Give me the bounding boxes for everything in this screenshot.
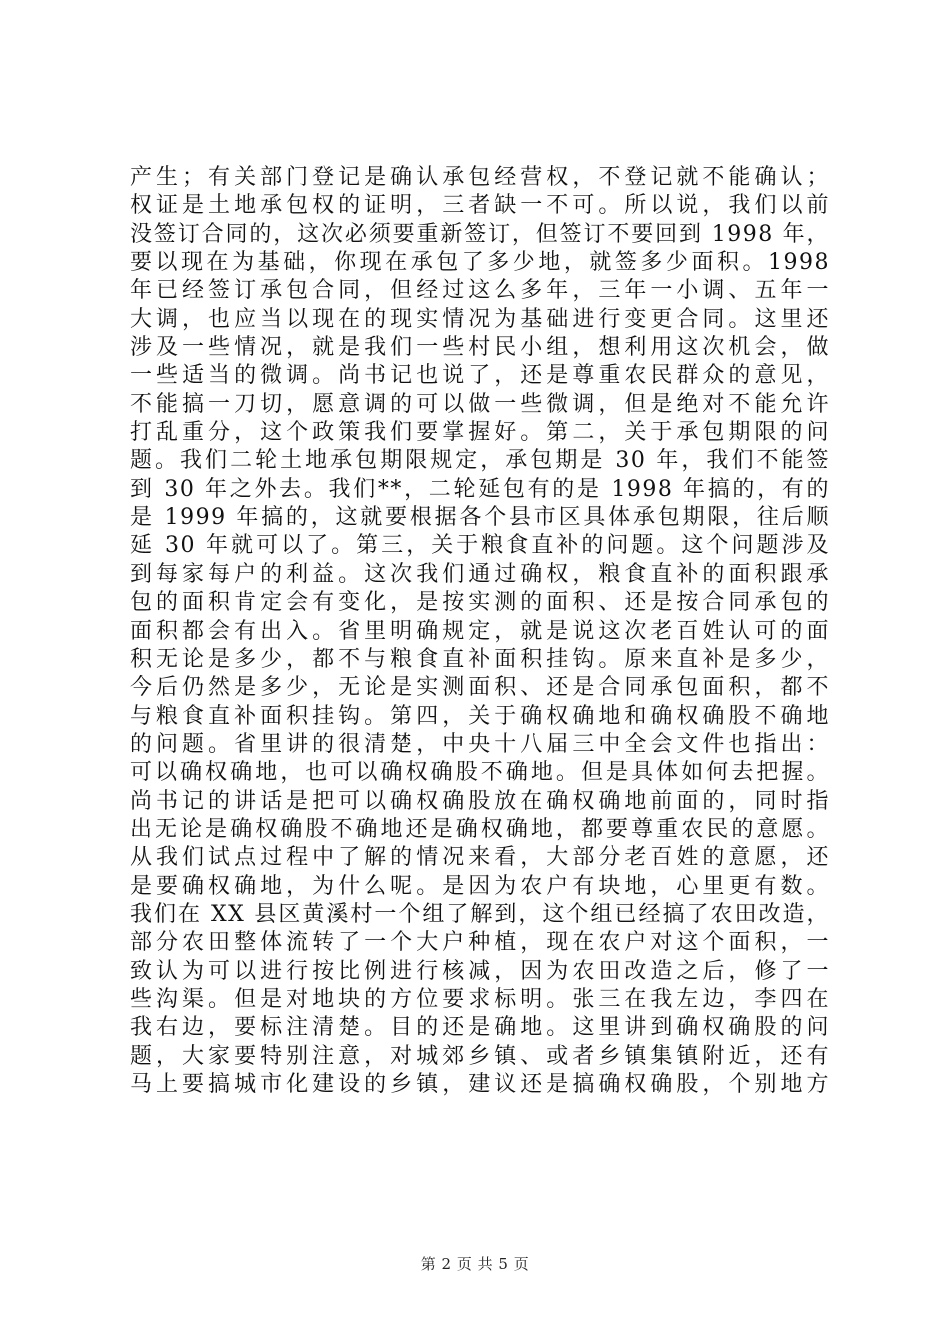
text-line: 部分农田整体流转了一个大户种植，现在农户对这个面积，一 xyxy=(130,930,830,956)
text-line: 大调，也应当以现在的现实情况为基础进行变更合同。这里还 xyxy=(130,306,830,332)
text-line: 是 1999 年搞的，这就要根据各个县市区具体承包期限，往后顺 xyxy=(130,505,830,531)
text-line: 的问题。省里讲的很清楚，中央十八届三中全会文件也指出： xyxy=(130,731,830,757)
text-line: 些沟渠。但是对地块的方位要求标明。张三在我左边，李四在 xyxy=(130,986,830,1012)
text-line: 出无论是确权确股不确地还是确权确地，都要尊重农民的意愿。 xyxy=(130,816,830,842)
text-line: 题，大家要特别注意，对城郊乡镇、或者乡镇集镇附近，还有 xyxy=(130,1043,830,1069)
text-line: 权证是土地承包权的证明，三者缺一不可。所以说，我们以前 xyxy=(130,193,830,219)
text-line: 一些适当的微调。尚书记也说了，还是尊重农民群众的意见， xyxy=(130,363,830,389)
text-line: 打乱重分，这个政策我们要掌握好。第二，关于承包期限的问 xyxy=(130,420,830,446)
text-line: 涉及一些情况，就是我们一些村民小组，想利用这次机会，做 xyxy=(130,335,830,361)
text-line: 延 30 年就可以了。第三，关于粮食直补的问题。这个问题涉及 xyxy=(130,533,830,559)
text-line: 可以确权确地，也可以确权确股不确地。但是具体如何去把握。 xyxy=(130,760,830,786)
text-line: 题。我们二轮土地承包期限规定，承包期是 30 年，我们不能签 xyxy=(130,448,830,474)
page-footer: 第 2 页 共 5 页 xyxy=(420,1255,530,1273)
text-line: 我右边，要标注清楚。目的还是确地。这里讲到确权确股的问 xyxy=(130,1015,830,1041)
text-line: 年已经签订承包合同，但经过这么多年，三年一小调、五年一 xyxy=(130,278,830,304)
text-line: 尚书记的讲话是把可以确权确股放在确权确地前面的，同时指 xyxy=(130,788,830,814)
text-line: 是要确权确地，为什么呢。是因为农户有块地，心里更有数。 xyxy=(130,873,830,899)
body-text xyxy=(130,164,830,1099)
text-line: 产生；有关部门登记是确认承包经营权，不登记就不能确认； xyxy=(130,165,830,190)
text-line: 要以现在为基础，你现在承包了多少地，就签多少面积。1998 xyxy=(130,250,830,276)
text-line: 不能搞一刀切，愿意调的可以做一些微调，但是绝对不能允许 xyxy=(130,391,830,417)
text-line: 到 30 年之外去。我们**，二轮延包有的是 1998 年搞的，有的 xyxy=(130,476,830,502)
text-line: 包的面积肯定会有变化，是按实测的面积、还是按合同承包的 xyxy=(130,590,830,616)
text-line: 今后仍然是多少，无论是实测面积、还是合同承包面积，都不 xyxy=(130,675,830,701)
text-line: 从我们试点过程中了解的情况来看，大部分老百姓的意愿，还 xyxy=(130,845,830,871)
text-line: 面积都会有出入。省里明确规定，就是说这次老百姓认可的面 xyxy=(130,618,830,644)
text-line: 到每家每户的利益。这次我们通过确权，粮食直补的面积跟承 xyxy=(130,561,830,587)
text-line: 与粮食直补面积挂钩。第四，关于确权确地和确权确股不确地 xyxy=(130,703,830,729)
text-line: 没签订合同的，这次必须要重新签订，但签订不要回到 1998 年， xyxy=(130,221,830,247)
text-line: 我们在 XX 县区黄溪村一个组了解到，这个组已经搞了农田改造， xyxy=(130,901,830,927)
text-line: 致认为可以进行按比例进行核减，因为农田改造之后，修了一 xyxy=(130,958,830,984)
text-line: 马上要搞城市化建设的乡镇，建议还是搞确权确股，个别地方 xyxy=(130,1072,830,1097)
text-line: 积无论是多少，都不与粮食直补面积挂钩。原来直补是多少， xyxy=(130,646,830,672)
